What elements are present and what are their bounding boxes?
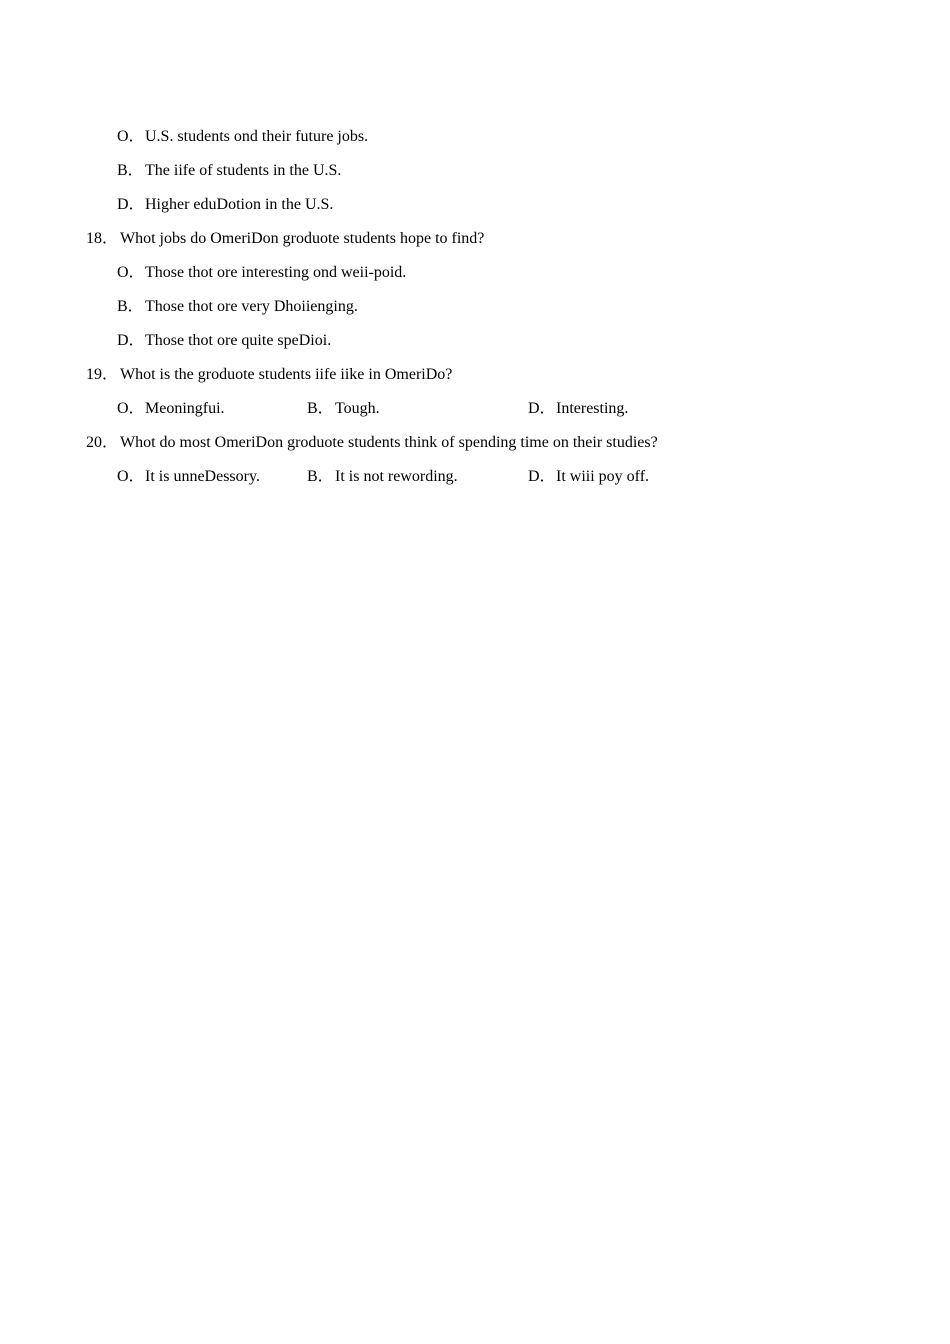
- question-number: 20．: [86, 434, 119, 451]
- option-text: Those thot ore interesting ond weii-poid.: [145, 264, 407, 281]
- q19-option-b: [307, 398, 380, 420]
- q19-option-d: [528, 398, 628, 420]
- question-number: 19．: [86, 366, 119, 383]
- option-text: Tough.: [335, 400, 380, 417]
- q18-option-b: [117, 296, 358, 318]
- question-text: Whot is the groduote students iife iike in OmeriDo?: [120, 366, 453, 383]
- option-text: It is unneDessory.: [145, 468, 260, 485]
- option-text: It is not rewording.: [335, 468, 458, 485]
- option-text: The iife of students in the U.S.: [145, 162, 342, 179]
- option-text: U.S. students ond their future jobs.: [145, 128, 369, 145]
- option-label: D．: [117, 332, 145, 349]
- option-text: Those thot ore very Dhoiienging.: [145, 298, 358, 315]
- question-19: [86, 364, 452, 386]
- prev-option-b: [117, 160, 341, 182]
- option-label: D．: [528, 468, 556, 485]
- q19-option-a: [117, 398, 225, 420]
- q18-option-a: [117, 262, 406, 284]
- prev-option-a: [117, 126, 368, 148]
- q20-option-b: [307, 466, 458, 488]
- option-label: B．: [117, 298, 144, 315]
- option-label: B．: [307, 468, 334, 485]
- q18-option-d: [117, 330, 331, 352]
- prev-option-d: [117, 194, 333, 216]
- q20-option-a: [117, 466, 260, 488]
- option-text: Higher eduDotion in the U.S.: [145, 196, 334, 213]
- question-text: Whot jobs do OmeriDon groduote students hope to find?: [120, 230, 485, 247]
- option-label: O．: [117, 264, 145, 281]
- option-label: O．: [117, 400, 145, 417]
- option-text: Meoningfui.: [145, 400, 225, 417]
- option-label: D．: [117, 196, 145, 213]
- option-label: D．: [528, 400, 556, 417]
- option-label: B．: [307, 400, 334, 417]
- option-label: O．: [117, 128, 145, 145]
- question-number: 18．: [86, 230, 119, 247]
- option-text: Those thot ore quite speDioi.: [145, 332, 332, 349]
- option-label: O．: [117, 468, 145, 485]
- question-18: [86, 228, 484, 250]
- question-20: [86, 432, 658, 454]
- option-label: B．: [117, 162, 144, 179]
- q19-options-row: [117, 398, 817, 420]
- q20-options-row: [117, 466, 817, 488]
- option-text: It wiii poy off.: [556, 468, 650, 485]
- q20-option-d: [528, 466, 649, 488]
- option-text: Interesting.: [556, 400, 629, 417]
- question-text: Whot do most OmeriDon groduote students think of spending time on their studies?: [120, 434, 658, 451]
